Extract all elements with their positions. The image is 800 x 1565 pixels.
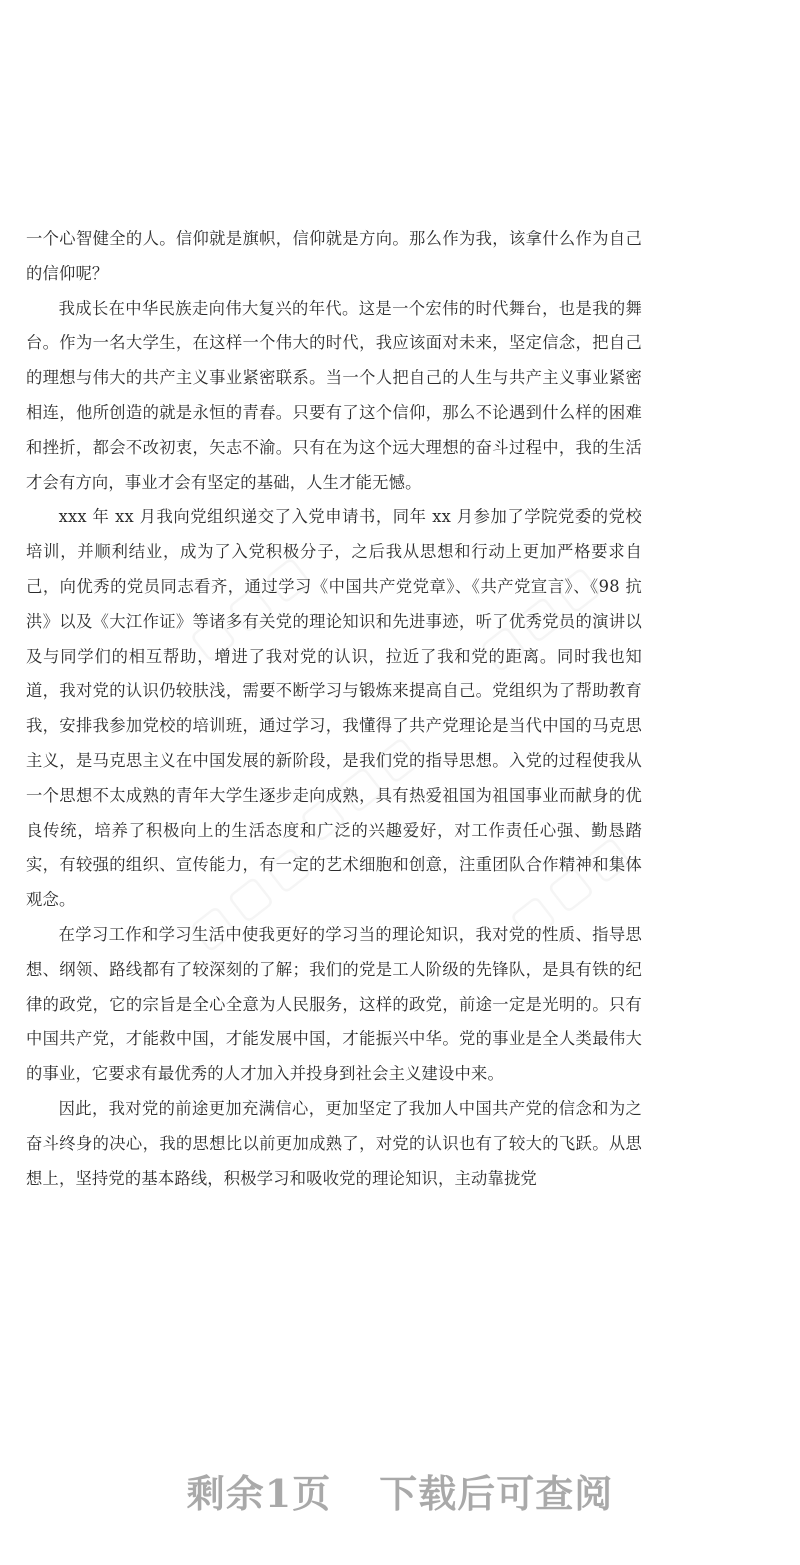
remaining-pages-label: 剩余1页 <box>186 1470 332 1516</box>
watermark: ▢▢▢ <box>179 541 324 670</box>
download-to-view-link[interactable]: 下载后可查阅 <box>379 1470 614 1516</box>
paragraph-5: 因此，我对党的前途更加充满信心，更加坚定了我加人中国共产党的信念和为之奋斗终身的决心，我的思想比以前更加成熟了，对党的认识也有了较大的飞跃。从思想上，坚持党的基本路线，积极学习和吸收党的理论知识，主动靠拢党 <box>26 1098 642 1188</box>
paragraph-2: 我成长在中华民族走向伟大复兴的年代。这是一个宏伟的时代舞台，也是我的舞台。作为一名大学生，在这样一个伟大的时代，我应该面对未来，坚定信念，把自己的理想与伟大的共产主义事业紧密联系。当一个人把自己的人生与共产主义事业紧密相连，他所创造的就是永恒的青春。只要有了这个信仰，那么不论遇到什么样的困难和挫折，都会不改初衷，矢志不渝。只有在为这个远大理想的奋斗过程中，我的生活才会有方向，事业才会有坚定的基础，人生才能无憾。 <box>26 298 642 492</box>
paragraph-1: 一个心智健全的人。信仰就是旗帜，信仰就是方向。那么作为我，该拿什么作为自己的信仰呢？ <box>26 229 642 283</box>
watermark: ▢▢▢ <box>289 721 434 850</box>
document-text <box>26 222 642 1196</box>
watermark: ▢▢▢ <box>499 821 644 950</box>
paragraph-3: xxx 年 xx 月我向党组织递交了入党申请书，同年 xx 月参加了学院党委的党校培训，并顺利结业，成为了入党积极分子，之后我从思想和行动上更加严格要求自己，向优秀的党员同志看齐，通过学习《中国共产党党章》、《共产党宣言》、《98 抗洪》以及《大江作证》等诸多有关党的理论知识和先进事迹，听了优秀党员的演讲以及与同学们的相互帮助，增进了我对党的认识，拉近了我和党的距离。同时我也知道，我对党的认识仍较肤浅，需要不断学习与锻炼来提高自己。党组织为了帮助教育我，安排我参加党校的培训班，通过学习，我懂得了共产党理论是当代中国的马克思主义，是马克思主义在中国发展的新阶段，是我们党的指导思想。入党的过程使我从一个思想不太成熟的青年大学生逐步走向成熟，具有热爱祖国为祖国事业而献身的优良传统，培养了积极向上的生活态度和广泛的兴趣爱好，对工作责任心强、勤恳踏实，有较强的组织、宣传能力，有一定的艺术细胞和创意，注重团队合作精神和集体观念。 <box>26 507 642 910</box>
watermark: ▢▢▢ <box>469 551 614 680</box>
download-banner[interactable] <box>0 1460 800 1520</box>
paragraph-4: 在学习工作和学习生活中使我更好的学习当的理论知识，我对党的性质、指导思想、纲领、路线都有了较深刻的了解；我们的党是工人阶级的先锋队，是具有铁的纪律的政党，它的宗旨是全心全意为人民服务，这样的政党，前途一定是光明的。只有中国共产党，才能救中国，才能发展中国，才能振兴中华。党的事业是全人类最伟大的事业，它要求有最优秀的人才加入并投身到社会主义建设中来。 <box>26 924 642 1084</box>
watermark: ▢▢▢ <box>179 831 324 960</box>
